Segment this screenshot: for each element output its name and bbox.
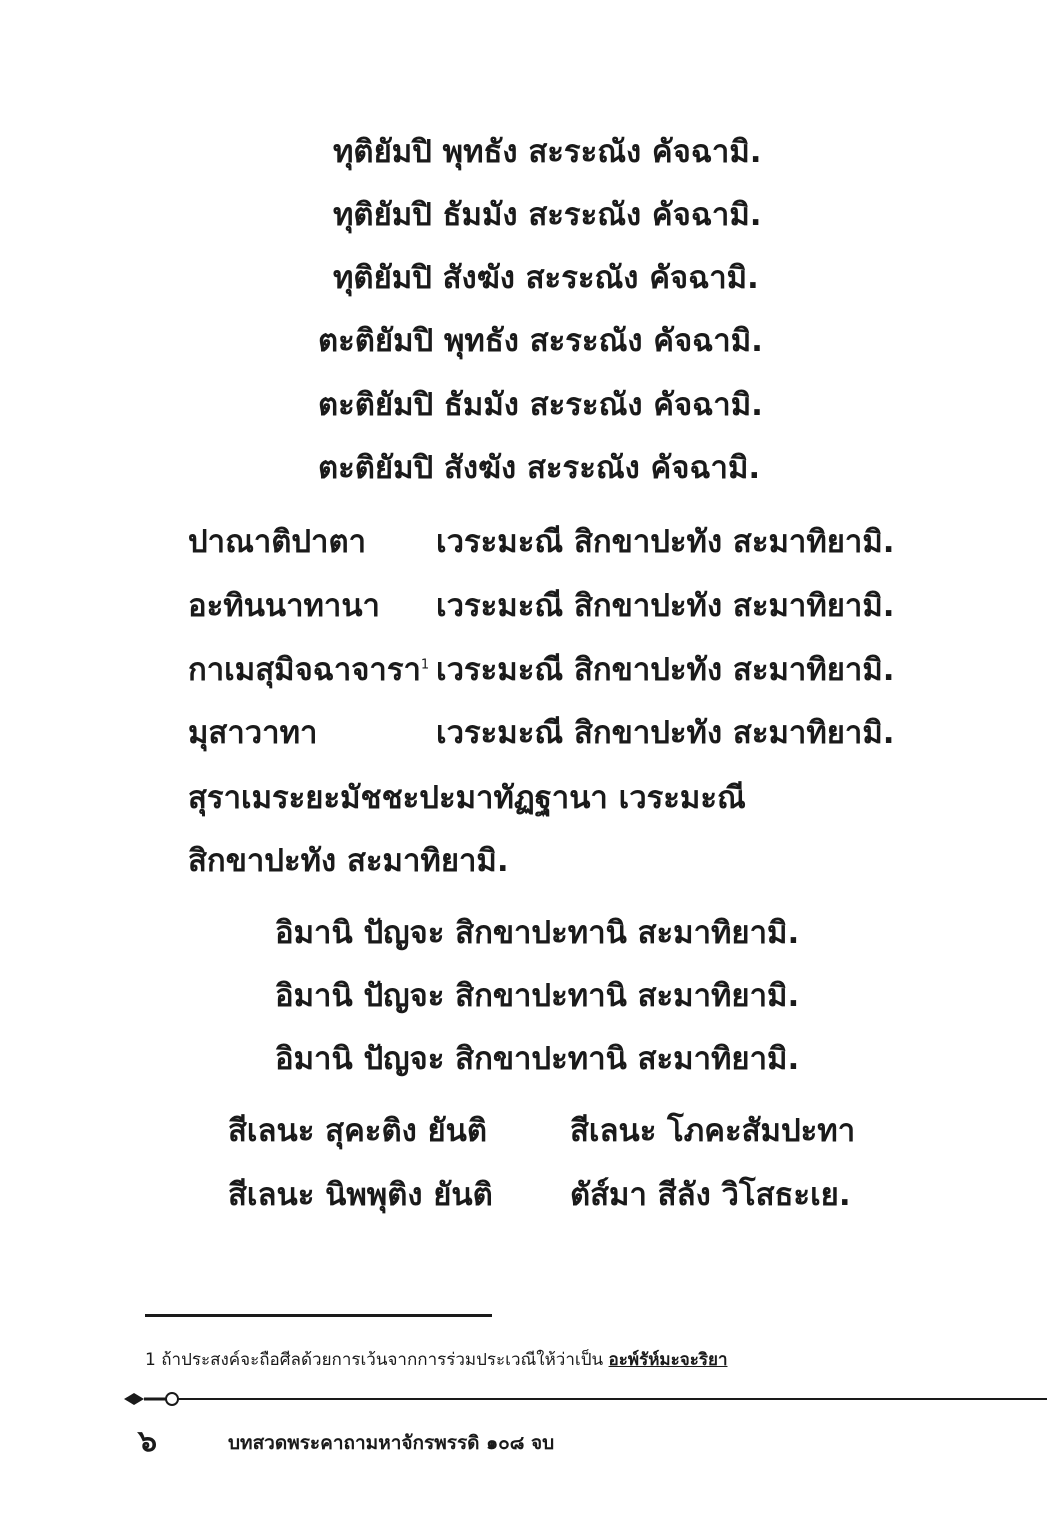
- imani-line: อิมานิ ปัญจะ สิกขาปะทานิ สะมาทิยามิ.: [275, 978, 800, 1014]
- silena-right: ตัส์มา สีลัง วิโสธะเย.: [570, 1177, 851, 1213]
- refuge-line: ตะติยัมปิ สังฆัง สะระณัง คัจฉามิ.: [318, 450, 761, 486]
- fifth-precept-line: สุราเมระยะมัชชะปะมาทัฏฐานา เวระมะณี: [188, 780, 746, 816]
- precept-left: [188, 650, 429, 690]
- page-number: ๖: [138, 1424, 158, 1459]
- footnote-number: 1: [145, 1350, 156, 1370]
- precept-left: มุสาวาทา: [188, 715, 318, 751]
- precept-right: เวระมะณี สิกขาปะทัง สะมาทิยามิ.: [436, 715, 895, 751]
- diamond-icon: [124, 1393, 144, 1405]
- precept-right: เวระมะณี สิกขาปะทัง สะมาทิยามิ.: [436, 652, 895, 688]
- footnote-marker: 1: [420, 657, 430, 673]
- ornament-rule: [122, 1388, 1047, 1410]
- footnote: [145, 1348, 728, 1372]
- precept-right: เวระมะณี สิกขาปะทัง สะมาทิยามิ.: [436, 588, 895, 624]
- precept-right: เวระมะณี สิกขาปะทัง สะมาทิยามิ.: [436, 524, 895, 560]
- silena-left: สีเลนะ สุคะติง ยันติ: [228, 1113, 488, 1149]
- refuge-line: ตะติยัมปิ ธัมมัง สะระณัง คัจฉามิ.: [318, 387, 763, 423]
- imani-line: อิมานิ ปัญจะ สิกขาปะทานิ สะมาทิยามิ.: [275, 1041, 800, 1077]
- silena-left: สีเลนะ นิพพุติง ยันติ: [228, 1177, 493, 1213]
- imani-line: อิมานิ ปัญจะ สิกขาปะทานิ สะมาทิยามิ.: [275, 915, 800, 951]
- refuge-line: ตะติยัมปิ พุทธัง สะระณัง คัจฉามิ.: [318, 323, 763, 359]
- precept-left-text: กาเมสุมิจฉาจารา: [188, 652, 421, 688]
- footnote-divider: [145, 1314, 492, 1317]
- precept-left: อะทินนาทานา: [188, 588, 380, 624]
- book-title: บทสวดพระคาถามหาจักรพรรดิ ๑๐๘ จบ: [228, 1432, 555, 1454]
- refuge-line: ทุติยัมปิ สังฆัง สะระณัง คัจฉามิ.: [333, 260, 759, 296]
- footnote-text: ถ้าประสงค์จะถือศีลด้วยการเว้นจากการร่วมประเวณีให้ว่าเป็น: [161, 1350, 604, 1370]
- fifth-precept-line: สิกขาปะทัง สะมาทิยามิ.: [188, 843, 509, 879]
- refuge-line: ทุติยัมปิ พุทธัง สะระณัง คัจฉามิ.: [333, 134, 762, 170]
- silena-right: สีเลนะ โภคะสัมปะทา: [570, 1113, 856, 1149]
- footnote-emphasis: อะพ์รัห์มะจะริยา: [608, 1350, 728, 1370]
- refuge-line: ทุติยัมปิ ธัมมัง สะระณัง คัจฉามิ.: [333, 197, 762, 233]
- circle-icon: [166, 1393, 178, 1405]
- precept-left: ปาณาติปาตา: [188, 524, 367, 560]
